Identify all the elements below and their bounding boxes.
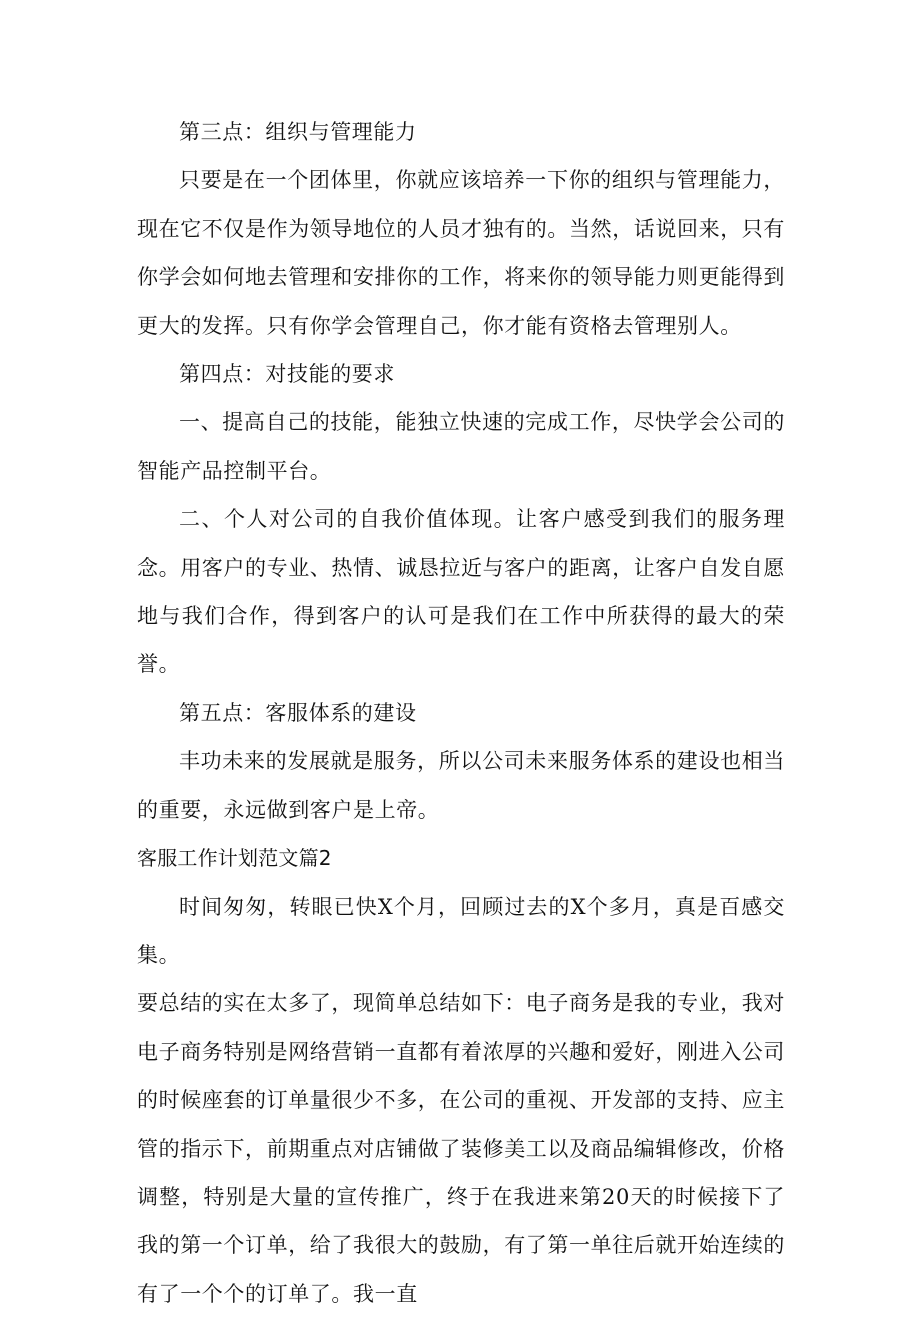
document-body — [137, 108, 785, 1318]
paragraph-organization: 只要是在一个团体里，你就应该培养一下你的组织与管理能力，现在它不仅是作为领导地位的人员才独有的。当然，话说回来，只有你学会如何地去管理和安排你的工作，将来你的领导能力则更能得到更大的发挥。只有你学会管理自己，你才能有资格去管理别人。 — [137, 168, 785, 338]
section-heading-organization: 第三点：组织与管理能力 — [179, 120, 417, 144]
article-title: 客服工作计划范文篇2 — [137, 846, 332, 871]
section-heading-service-system: 第五点：客服体系的建设 — [179, 700, 417, 725]
paragraph-skills-1: 一、提高自己的技能，能独立快速的完成工作，尽快学会公司的智能产品控制平台。 — [137, 410, 785, 483]
section-heading-skills: 第四点：对技能的要求 — [179, 362, 395, 387]
article-paragraph-1: 时间匆匆，转眼已快X个月，回顾过去的X个多月，真是百感交集。 — [137, 894, 785, 967]
paragraph-skills-2: 二、个人对公司的自我价值体现。让客户感受到我们的服务理念。用客户的专业、热情、诚恳拉近与客户的距离，让客户自发自愿地与我们合作，得到客户的认可是我们在工作中所获得的最大的荣誉。 — [137, 507, 785, 677]
article-paragraph-2: 要总结的实在太多了，现简单总结如下：电子商务是我的专业，我对电子商务特别是网络营销一直都有着浓厚的兴趣和爱好，刚进入公司的时候座套的订单量很少不多，在公司的重视、开发部的支持、应主管的指示下，前期重点对店铺做了装修美工以及商品编辑修改，价格调整，特别是大量的宣传推广，终于在我进来第20天的时候接下了我的第一个订单，给了我很大的鼓励，有了第一单往后就开始连续的有了一个个的订单了。我一直 — [137, 991, 785, 1306]
paragraph-service-system: 丰功未来的发展就是服务，所以公司未来服务体系的建设也相当的重要，永远做到客户是上帝。 — [137, 749, 785, 822]
